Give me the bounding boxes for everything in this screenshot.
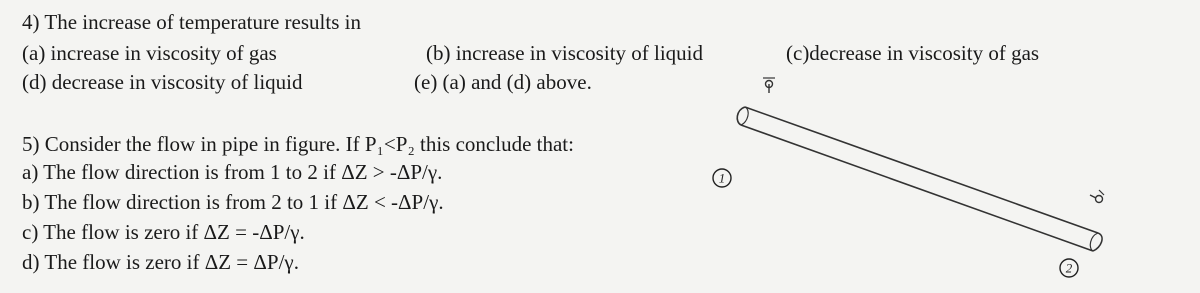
question-4-option-a: (a) increase in viscosity of gas <box>22 41 277 65</box>
question-4-option-e: (e) (a) and (d) above. <box>414 70 592 94</box>
pressure-tap-2 <box>1090 190 1104 203</box>
question-4-title: 4) The increase of temperature results in <box>22 10 361 34</box>
question-5-option-c: c) The flow is zero if ΔZ = -ΔP/γ. <box>22 220 305 244</box>
question-4-option-c: (c)decrease in viscosity of gas <box>786 41 1040 65</box>
point-2-marker <box>1060 259 1078 277</box>
question-5-option-d: d) The flow is zero if ΔZ = ΔP/γ. <box>22 250 299 274</box>
pipe <box>737 107 1102 251</box>
point-1-label: 1 <box>718 170 726 186</box>
question-5-title: 5) Consider the flow in pipe in figure. If P₁<P₂ this conclude that: <box>22 132 574 156</box>
point-2-label: 2 <box>1065 260 1073 276</box>
question-5-option-a: a) The flow direction is from 1 to 2 if ΔZ > -ΔP/γ. <box>22 160 443 184</box>
question-4-option-d: (d) decrease in viscosity of liquid <box>22 70 303 94</box>
pressure-tap-1 <box>763 78 775 93</box>
question-5-option-b: b) The flow direction is from 2 to 1 if ΔZ < -ΔP/γ. <box>22 190 444 214</box>
question-4-option-b: (b) increase in viscosity of liquid <box>426 41 704 65</box>
point-1-marker <box>713 169 731 187</box>
